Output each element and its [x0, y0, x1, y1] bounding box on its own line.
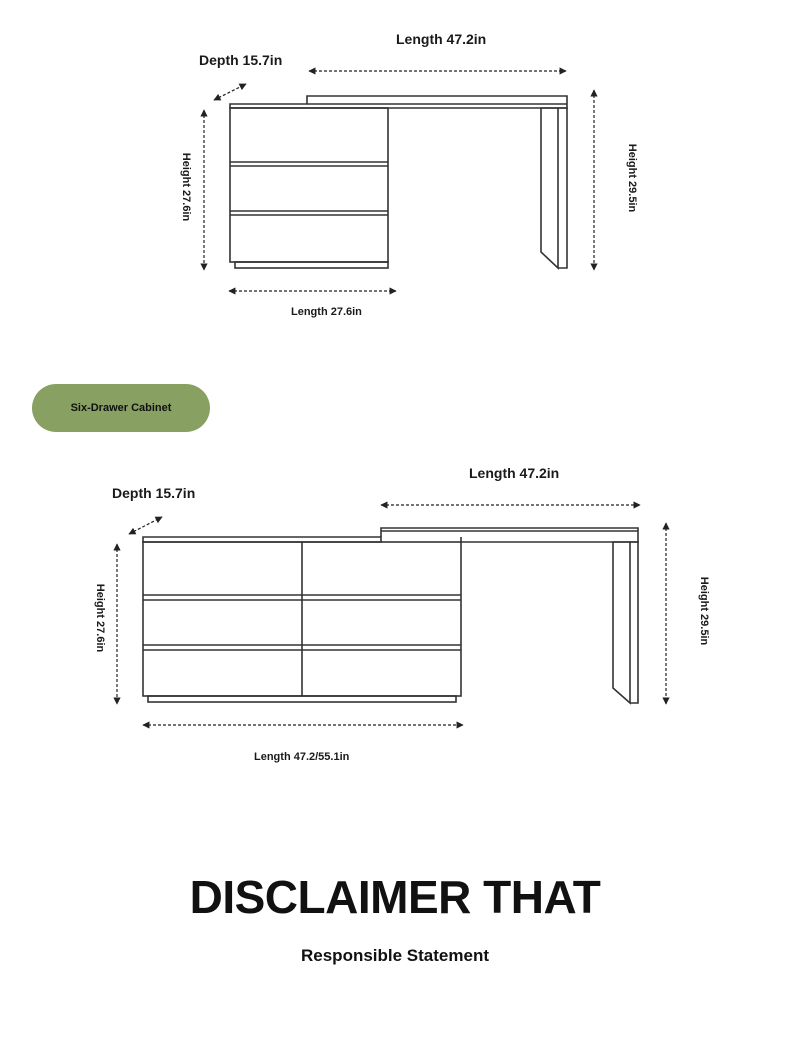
bottom-dimension-arrows: [117, 505, 666, 725]
top-left-height-label: Height 27.6in: [180, 152, 192, 222]
bottom-length-label: Length 47.2in: [469, 465, 560, 481]
bottom-depth-label: Depth 15.7in: [112, 485, 196, 501]
disclaimer-title: DISCLAIMER THAT: [189, 871, 601, 923]
top-right-height-label: Height 29.5in: [626, 143, 638, 213]
top-bottom-length-label: Length 27.6in: [291, 306, 362, 318]
bottom-depth-arrow: [129, 517, 162, 534]
three-drawer-desk-drawing: [230, 96, 567, 268]
six-drawer-desk-drawing: [143, 528, 638, 703]
six-drawer-cabinet-badge: Six-Drawer Cabinet: [32, 384, 210, 432]
top-length-label: Length 47.2in: [396, 31, 487, 47]
bottom-right-height-label: Height 29.5in: [698, 576, 710, 646]
top-depth-label: Depth 15.7in: [199, 52, 283, 68]
top-depth-arrow: [214, 84, 246, 100]
bottom-left-height-label: Height 27.6in: [94, 583, 106, 653]
disclaimer-subtitle: Responsible Statement: [301, 946, 489, 965]
bottom-bottom-length-label: Length 47.2/55.1in: [254, 751, 350, 763]
